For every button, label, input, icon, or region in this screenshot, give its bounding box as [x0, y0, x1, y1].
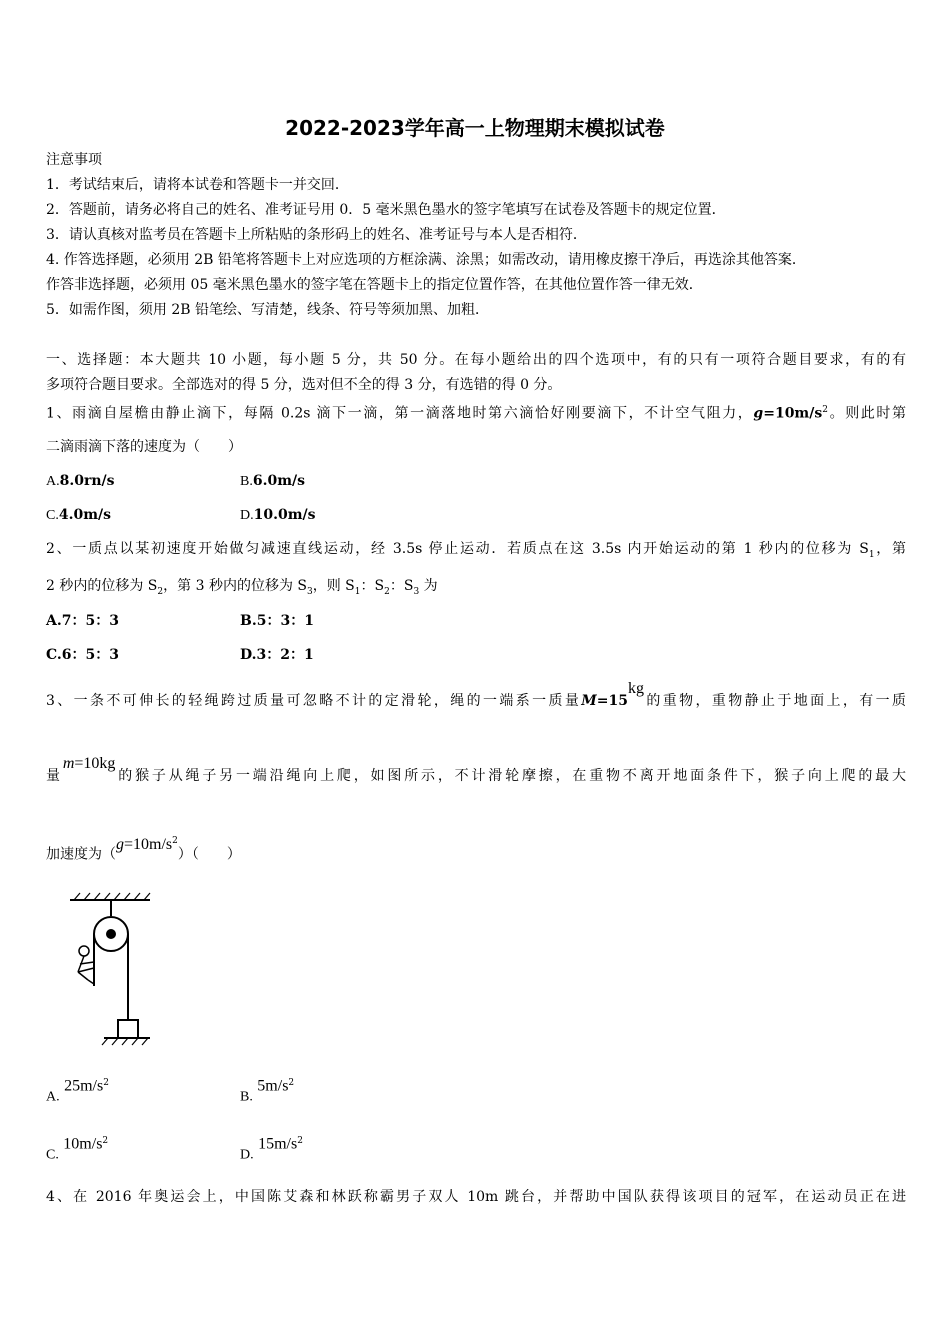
notice-item: 作答非选择题，必须用 05 毫米黑色墨水的签字笔在答题卡上的指定位置作答，在其他位置作答一律无效．	[46, 277, 703, 293]
weight-block	[118, 1020, 138, 1038]
option-c[interactable]: C.4.0m/s	[46, 507, 112, 523]
question-3-line: 3、一条不可伸长的轻绳跨过质量可忽略不计的定滑轮，绳的一端系一质量M=15kg的重物，重物静止于地面上，有一质	[46, 680, 906, 709]
question-3-line: 量m=10kg的猴子从绳子另一端沿绳向上爬，如图所示，不计滑轮摩擦，在重物不离开地面条件下，猴子向上爬的最大	[46, 755, 907, 784]
notice-item: 1．考试结束后，请将本试卷和答题卡一并交回．	[46, 177, 349, 193]
option-d[interactable]: D.3：2：1	[240, 647, 314, 663]
option-a[interactable]: A.7：5：3	[46, 613, 119, 629]
section-instructions-line: 多项符合题目要求。全部选对的得 5 分，选对但不全的得 3 分，有选错的得 0 分。	[46, 377, 562, 393]
pulley-monkey-figure	[64, 888, 164, 1053]
notice-heading: 注意事项	[46, 152, 102, 168]
question-3-line: 加速度为$(g=10m/s^2)$（ ）	[46, 835, 241, 863]
section-instructions-line: 一、选择题：本大题共 10 小题，每小题 5 分，共 50 分。在每小题给出的四个选项中，有的只有一项符合题目要求，有的有	[46, 352, 906, 368]
option-a[interactable]: A. $25m/s^2$	[46, 1077, 109, 1105]
page-title: 2022-2023学年高一上物理期末模拟试卷	[285, 116, 665, 140]
option-c[interactable]: C. $10m/s^2$	[46, 1135, 109, 1163]
pulley-axle	[107, 930, 115, 938]
monkey-icon	[78, 946, 94, 984]
option-d[interactable]: D.10.0m/s	[240, 507, 316, 523]
notice-item: 3．请认真核对监考员在答题卡上所粘贴的条形码上的姓名、准考证号与本人是否相符．	[46, 227, 587, 243]
question-4-line: 4、在 2016 年奥运会上，中国陈艾森和林跃称霸男子双人 10m 跳台，并帮助中国队获得该项目的冠军，在运动员正在进	[46, 1189, 906, 1205]
question-1-line: 二滴雨滴下落的速度为（ ）	[46, 439, 242, 455]
question-2-line: 2、一质点以某初速度开始做匀减速直线运动，经 3.5s 停止运动．若质点在这 3.5s 内开始运动的第 1 秒内的位移为 $S_1$，第	[46, 541, 906, 560]
option-b[interactable]: B.5：3：1	[240, 613, 314, 629]
notice-item: 4. 作答选择题，必须用 2B 铅笔将答题卡上对应选项的方框涂满、涂黑；如需改动，请用橡皮擦干净后，再选涂其他答案．	[46, 252, 806, 268]
notice-item: 5．如需作图，须用 2B 铅笔绘、写清楚，线条、符号等须加黑、加粗．	[46, 302, 490, 318]
option-b[interactable]: B. $5m/s^2$	[240, 1077, 295, 1105]
option-c[interactable]: C.6：5：3	[46, 647, 120, 663]
ceiling-hatching	[74, 893, 150, 900]
question-1-line: 1、雨滴自屋檐由静止滴下，每隔 0.2s 滴下一滴，第一滴落地时第六滴恰好刚要滴下，不计空气阻力，$g=10m/s^2$。则此时第	[46, 405, 907, 422]
option-b[interactable]: B.6.0m/s	[240, 473, 306, 489]
option-d[interactable]: D. $15m/s^2$	[240, 1135, 303, 1163]
question-2-line: 2 秒内的位移为 $S_2$，第 3 秒内的位移为 $S_3$，则 $S_1$：$S_2$：$S_3$ 为	[46, 578, 438, 597]
ground-hatching	[102, 1038, 148, 1045]
option-a[interactable]: A.8.0rn/s	[46, 473, 115, 489]
notice-item: 2．答题前，请务必将自己的姓名、准考证号用 0．5 毫米黑色墨水的签字笔填写在试卷及答题卡的规定位置．	[46, 202, 726, 218]
